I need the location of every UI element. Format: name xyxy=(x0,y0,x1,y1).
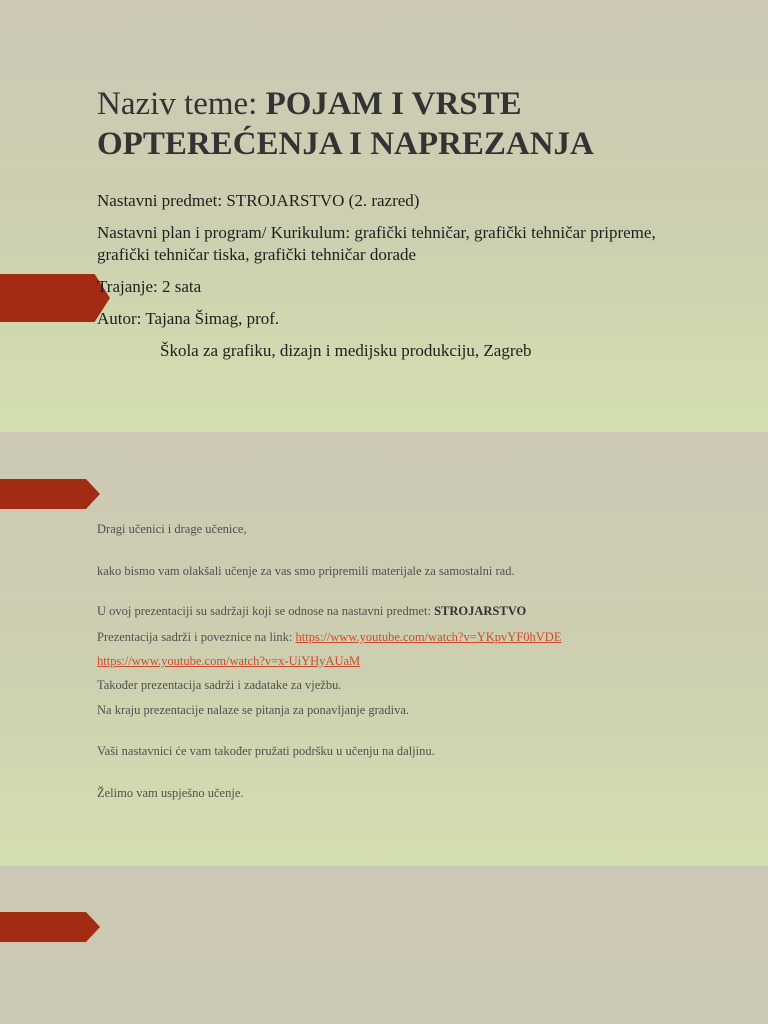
links-prefix: Prezentacija sadrži i poveznice na link: xyxy=(97,630,296,644)
school-line: Škola za grafiku, dizajn i medijsku produkciju, Zagreb xyxy=(160,341,532,360)
author-line: Autor: Tajana Šimag, prof. xyxy=(97,309,280,328)
content-text xyxy=(97,603,737,619)
links-text-2 xyxy=(97,653,737,669)
title-topic: POJAM I VRSTE OPTEREĆENJA I NAPREZANJA xyxy=(97,86,594,162)
support-text: Vaši nastavnici će vam također pružati podršku u učenju na daljinu. xyxy=(97,744,435,758)
accent-arrow xyxy=(0,912,100,942)
content-subject: STROJARSTVO xyxy=(434,604,527,618)
slide-next xyxy=(0,866,768,1024)
slide-title xyxy=(0,0,768,432)
greeting-text: Dragi učenici i drage učenice, xyxy=(97,522,247,536)
questions-text: Na kraju prezentacije nalaze se pitanja za ponavljanje gradiva. xyxy=(97,703,409,717)
duration-line: Trajanje: 2 sata xyxy=(97,277,202,296)
title-lead: Naziv teme: xyxy=(97,86,266,122)
curriculum-line: Nastavni plan i program/ Kurikulum: grafički tehničar, grafički tehničar pripreme, grafički tehničar tiska, grafički tehničar dorade xyxy=(97,223,656,264)
youtube-link-1[interactable]: https://www.youtube.com/watch?v=YKpvYF0hVDE xyxy=(295,630,562,644)
tasks-text: Također prezentacija sadrži i zadatake za vježbu. xyxy=(97,678,342,692)
accent-arrow xyxy=(0,274,110,322)
intro-text: kako bismo vam olakšali učenje za vas smo pripremili materijale za samostalni rad. xyxy=(97,564,515,578)
accent-arrow xyxy=(0,479,100,509)
wish-text: Želimo vam uspješno učenje. xyxy=(97,786,244,800)
content-prefix: U ovoj prezentaciji su sadržaji koji se odnose na nastavni predmet: xyxy=(97,604,435,618)
youtube-link-2[interactable]: https://www.youtube.com/watch?v=x-UiYHyAUaM xyxy=(97,654,361,668)
slide-intro xyxy=(0,432,768,866)
subject-line: Nastavni predmet: STROJARSTVO (2. razred) xyxy=(97,191,420,210)
links-text xyxy=(97,629,737,645)
page-title xyxy=(97,84,737,164)
